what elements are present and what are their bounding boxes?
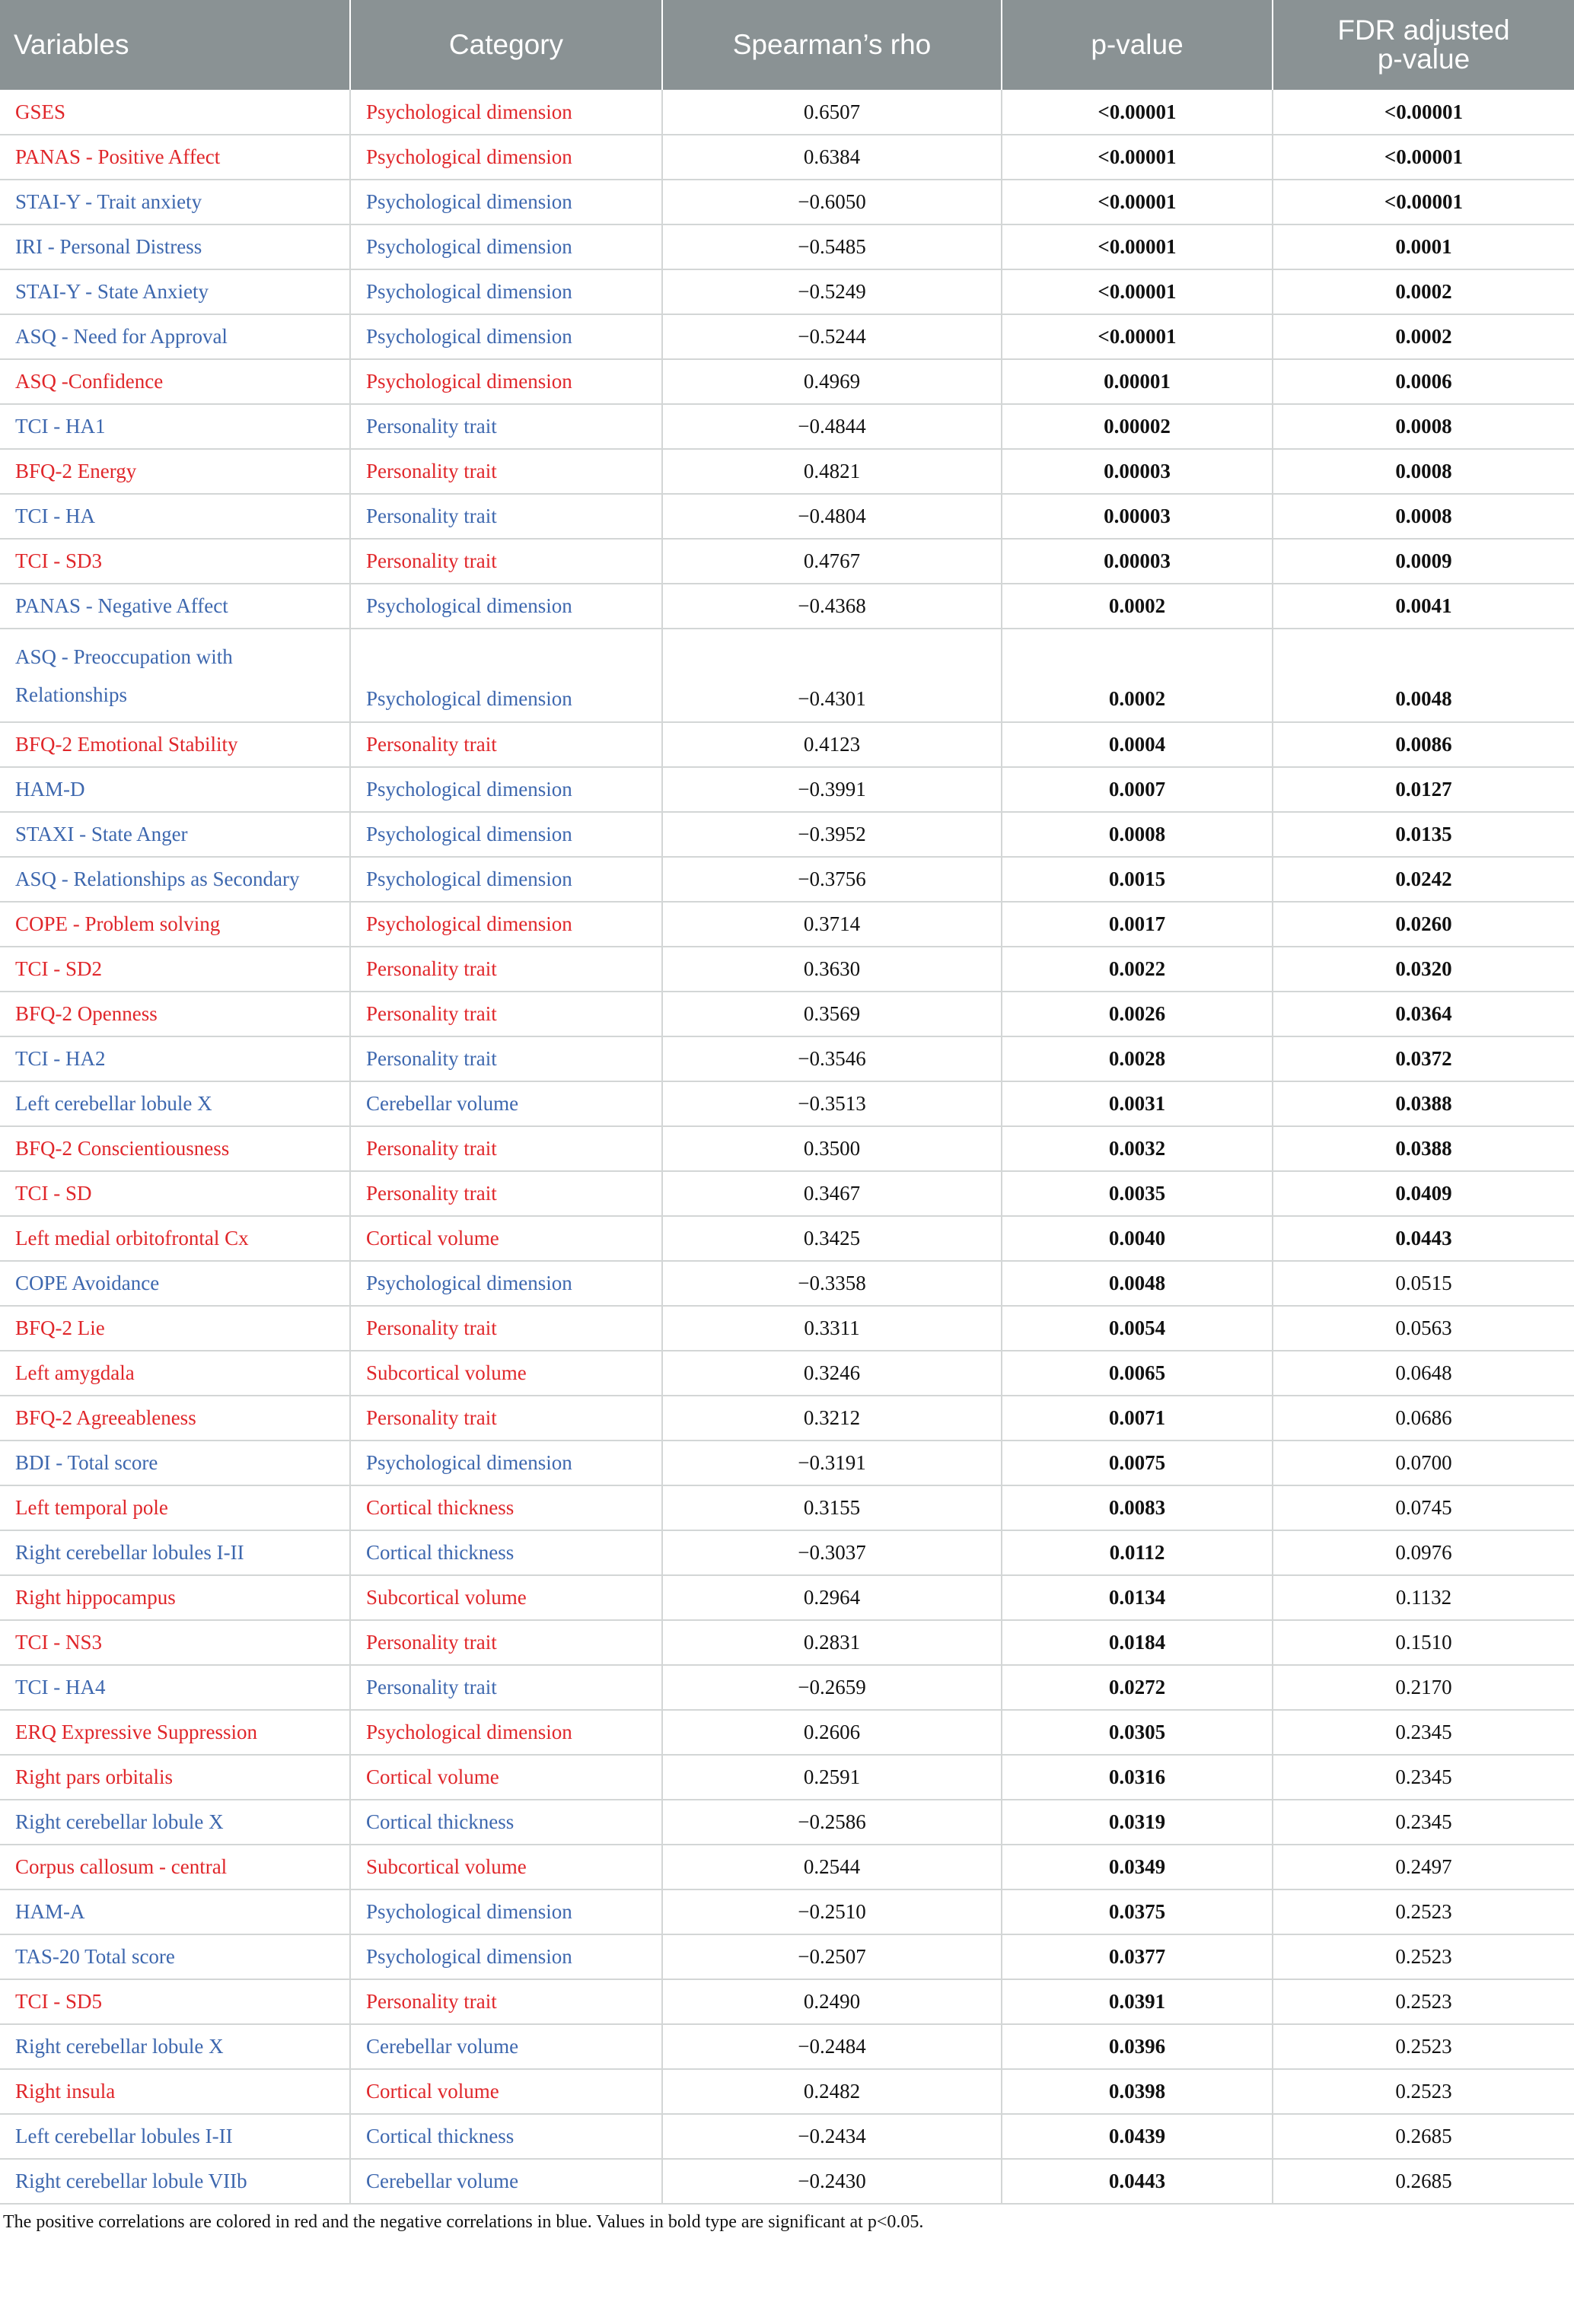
cell-p-value: 0.00001 (1002, 359, 1273, 404)
cell-spearman-rho: −0.4804 (662, 494, 1002, 539)
cell-fdr-p-value: 0.2523 (1273, 1889, 1574, 1934)
cell-p-value: 0.0134 (1002, 1575, 1273, 1620)
cell-variable: ERQ Expressive Suppression (0, 1710, 350, 1755)
table-row (0, 1575, 1574, 1620)
cell-p-value: 0.0026 (1002, 992, 1273, 1036)
cell-category: Personality trait (350, 1665, 662, 1710)
cell-variable: PANAS - Positive Affect (0, 135, 350, 180)
cell-p-value: 0.00003 (1002, 494, 1273, 539)
cell-p-value: 0.0017 (1002, 902, 1273, 947)
cell-fdr-p-value: 0.0260 (1273, 902, 1574, 947)
cell-category: Cortical thickness (350, 1485, 662, 1530)
cell-category: Personality trait (350, 1306, 662, 1351)
cell-variable: Left medial orbitofrontal Cx (0, 1216, 350, 1261)
cell-spearman-rho: 0.3155 (662, 1485, 1002, 1530)
cell-fdr-p-value: 0.0041 (1273, 584, 1574, 629)
table-row (0, 90, 1574, 135)
table-row (0, 1934, 1574, 1979)
cell-category: Psychological dimension (350, 1441, 662, 1485)
cell-spearman-rho: 0.3500 (662, 1126, 1002, 1171)
cell-fdr-p-value: 0.2345 (1273, 1710, 1574, 1755)
cell-fdr-p-value: 0.0048 (1273, 629, 1574, 722)
cell-category: Cerebellar volume (350, 2159, 662, 2204)
cell-category: Psychological dimension (350, 135, 662, 180)
cell-category: Psychological dimension (350, 1934, 662, 1979)
header-row (0, 0, 1574, 90)
cell-category: Cerebellar volume (350, 2024, 662, 2069)
cell-category: Personality trait (350, 722, 662, 767)
cell-fdr-p-value: <0.00001 (1273, 135, 1574, 180)
cell-p-value: 0.0443 (1002, 2159, 1273, 2204)
cell-variable: TCI - SD (0, 1171, 350, 1216)
cell-variable: PANAS - Negative Affect (0, 584, 350, 629)
cell-variable: Right pars orbitalis (0, 1755, 350, 1800)
cell-p-value: 0.0071 (1002, 1396, 1273, 1441)
cell-p-value: 0.0272 (1002, 1665, 1273, 1710)
cell-variable: Right insula (0, 2069, 350, 2114)
cell-fdr-p-value: 0.0409 (1273, 1171, 1574, 1216)
cell-spearman-rho: 0.4821 (662, 449, 1002, 494)
cell-category: Personality trait (350, 494, 662, 539)
cell-spearman-rho: −0.2510 (662, 1889, 1002, 1934)
cell-spearman-rho: −0.3546 (662, 1036, 1002, 1081)
table-row (0, 539, 1574, 584)
cell-spearman-rho: −0.3991 (662, 767, 1002, 812)
cell-fdr-p-value: 0.0002 (1273, 314, 1574, 359)
cell-p-value: <0.00001 (1002, 180, 1273, 224)
cell-p-value: 0.0184 (1002, 1620, 1273, 1665)
cell-p-value: 0.0075 (1002, 1441, 1273, 1485)
cell-fdr-p-value: 0.0976 (1273, 1530, 1574, 1575)
cell-category: Personality trait (350, 1620, 662, 1665)
cell-fdr-p-value: 0.0388 (1273, 1126, 1574, 1171)
cell-p-value: 0.0396 (1002, 2024, 1273, 2069)
table-row (0, 767, 1574, 812)
table-row (0, 1845, 1574, 1889)
table-row (0, 902, 1574, 947)
cell-category: Psychological dimension (350, 857, 662, 902)
cell-spearman-rho: −0.3191 (662, 1441, 1002, 1485)
cell-category: Psychological dimension (350, 269, 662, 314)
table-row (0, 1665, 1574, 1710)
cell-spearman-rho: −0.4368 (662, 584, 1002, 629)
cell-variable: TCI - NS3 (0, 1620, 350, 1665)
cell-category: Psychological dimension (350, 812, 662, 857)
cell-fdr-p-value: 0.0443 (1273, 1216, 1574, 1261)
cell-variable: Right cerebellar lobule X (0, 1800, 350, 1845)
table-row (0, 1306, 1574, 1351)
cell-p-value: 0.0022 (1002, 947, 1273, 992)
cell-variable: COPE Avoidance (0, 1261, 350, 1306)
table-row (0, 1081, 1574, 1126)
cell-spearman-rho: 0.3246 (662, 1351, 1002, 1396)
cell-category: Psychological dimension (350, 584, 662, 629)
cell-spearman-rho: 0.6507 (662, 90, 1002, 135)
cell-variable: Corpus callosum - central (0, 1845, 350, 1889)
cell-variable: COPE - Problem solving (0, 902, 350, 947)
header-fdr-adjusted (1273, 0, 1574, 90)
cell-variable: IRI - Personal Distress (0, 224, 350, 269)
cell-fdr-p-value: 0.0745 (1273, 1485, 1574, 1530)
cell-fdr-p-value: 0.2523 (1273, 1934, 1574, 1979)
cell-fdr-p-value: 0.1132 (1273, 1575, 1574, 1620)
cell-variable: Right cerebellar lobule VIIb (0, 2159, 350, 2204)
cell-variable: TCI - SD5 (0, 1979, 350, 2024)
cell-spearman-rho: 0.4123 (662, 722, 1002, 767)
cell-variable: Left amygdala (0, 1351, 350, 1396)
cell-spearman-rho: 0.3630 (662, 947, 1002, 992)
header-fdr-line1: FDR adjusted (1337, 14, 1510, 46)
cell-p-value: 0.0031 (1002, 1081, 1273, 1126)
cell-category: Personality trait (350, 947, 662, 992)
table-row (0, 314, 1574, 359)
table-row (0, 857, 1574, 902)
cell-spearman-rho: 0.6384 (662, 135, 1002, 180)
cell-spearman-rho: −0.2484 (662, 2024, 1002, 2069)
header-p-value: p-value (1002, 0, 1273, 90)
cell-spearman-rho: −0.5244 (662, 314, 1002, 359)
cell-p-value: 0.0319 (1002, 1800, 1273, 1845)
cell-spearman-rho: 0.2964 (662, 1575, 1002, 1620)
cell-p-value: 0.0398 (1002, 2069, 1273, 2114)
cell-p-value: 0.0007 (1002, 767, 1273, 812)
table-row (0, 1755, 1574, 1800)
cell-spearman-rho: −0.4301 (662, 629, 1002, 722)
table-row (0, 1216, 1574, 1261)
cell-category: Personality trait (350, 1126, 662, 1171)
table-row (0, 404, 1574, 449)
table-row (0, 1441, 1574, 1485)
table-row (0, 1710, 1574, 1755)
cell-variable: ASQ - Need for Approval (0, 314, 350, 359)
cell-fdr-p-value: 0.0086 (1273, 722, 1574, 767)
cell-p-value: <0.00001 (1002, 314, 1273, 359)
cell-variable: BFQ-2 Emotional Stability (0, 722, 350, 767)
cell-spearman-rho: 0.4969 (662, 359, 1002, 404)
cell-p-value: 0.0391 (1002, 1979, 1273, 2024)
cell-p-value: <0.00001 (1002, 269, 1273, 314)
cell-category: Psychological dimension (350, 180, 662, 224)
table-row (0, 494, 1574, 539)
cell-category: Subcortical volume (350, 1575, 662, 1620)
cell-category: Subcortical volume (350, 1845, 662, 1889)
cell-spearman-rho: 0.2544 (662, 1845, 1002, 1889)
cell-spearman-rho: −0.2507 (662, 1934, 1002, 1979)
cell-spearman-rho: −0.3037 (662, 1530, 1002, 1575)
cell-spearman-rho: −0.2659 (662, 1665, 1002, 1710)
cell-spearman-rho: −0.5485 (662, 224, 1002, 269)
cell-category: Cortical thickness (350, 1530, 662, 1575)
cell-variable: Left cerebellar lobules I-II (0, 2114, 350, 2159)
cell-variable: TCI - HA (0, 494, 350, 539)
cell-category: Psychological dimension (350, 767, 662, 812)
table-row (0, 1530, 1574, 1575)
cell-variable: Right cerebellar lobule X (0, 2024, 350, 2069)
cell-category: Psychological dimension (350, 314, 662, 359)
cell-fdr-p-value: 0.2685 (1273, 2114, 1574, 2159)
cell-spearman-rho: 0.4767 (662, 539, 1002, 584)
table-row (0, 992, 1574, 1036)
cell-variable: TCI - HA4 (0, 1665, 350, 1710)
table-body (0, 90, 1574, 2204)
cell-category: Psychological dimension (350, 902, 662, 947)
table-footnote: The positive correlations are colored in red and the negative correlations in blue. Values in bold type are significant at p<0.05. (3, 2212, 924, 2232)
cell-category: Cortical volume (350, 1755, 662, 1800)
table-row (0, 1485, 1574, 1530)
table-row (0, 224, 1574, 269)
table-row (0, 2024, 1574, 2069)
cell-fdr-p-value: 0.0388 (1273, 1081, 1574, 1126)
table-row (0, 1171, 1574, 1216)
cell-fdr-p-value: 0.0364 (1273, 992, 1574, 1036)
header-category: Category (350, 0, 662, 90)
cell-fdr-p-value: 0.0563 (1273, 1306, 1574, 1351)
cell-variable: Right hippocampus (0, 1575, 350, 1620)
cell-variable: Left temporal pole (0, 1485, 350, 1530)
cell-spearman-rho: −0.4844 (662, 404, 1002, 449)
cell-spearman-rho: −0.5249 (662, 269, 1002, 314)
cell-category: Psychological dimension (350, 1261, 662, 1306)
table-row (0, 2069, 1574, 2114)
cell-p-value: 0.00002 (1002, 404, 1273, 449)
cell-variable: BFQ-2 Conscientiousness (0, 1126, 350, 1171)
cell-p-value: 0.0032 (1002, 1126, 1273, 1171)
cell-category: Psychological dimension (350, 1710, 662, 1755)
cell-p-value: <0.00001 (1002, 90, 1273, 135)
cell-fdr-p-value: 0.2170 (1273, 1665, 1574, 1710)
cell-category: Personality trait (350, 992, 662, 1036)
cell-p-value: 0.0305 (1002, 1710, 1273, 1755)
cell-spearman-rho: 0.3311 (662, 1306, 1002, 1351)
cell-variable: GSES (0, 90, 350, 135)
cell-fdr-p-value: <0.00001 (1273, 90, 1574, 135)
cell-spearman-rho: −0.3513 (662, 1081, 1002, 1126)
cell-spearman-rho: 0.3425 (662, 1216, 1002, 1261)
cell-p-value: 0.0015 (1002, 857, 1273, 902)
cell-p-value: 0.0439 (1002, 2114, 1273, 2159)
cell-spearman-rho: −0.2586 (662, 1800, 1002, 1845)
cell-spearman-rho: 0.2591 (662, 1755, 1002, 1800)
cell-category: Cortical volume (350, 2069, 662, 2114)
cell-variable: HAM-D (0, 767, 350, 812)
cell-p-value: 0.0083 (1002, 1485, 1273, 1530)
cell-category: Personality trait (350, 1171, 662, 1216)
table-row (0, 1261, 1574, 1306)
cell-spearman-rho: −0.3952 (662, 812, 1002, 857)
cell-fdr-p-value: 0.2345 (1273, 1755, 1574, 1800)
cell-fdr-p-value: 0.0372 (1273, 1036, 1574, 1081)
cell-category: Psychological dimension (350, 359, 662, 404)
cell-fdr-p-value: 0.0700 (1273, 1441, 1574, 1485)
cell-spearman-rho: 0.2490 (662, 1979, 1002, 2024)
cell-category: Cortical thickness (350, 2114, 662, 2159)
cell-category: Cerebellar volume (350, 1081, 662, 1126)
cell-p-value: 0.0054 (1002, 1306, 1273, 1351)
table-row (0, 812, 1574, 857)
cell-fdr-p-value: 0.1510 (1273, 1620, 1574, 1665)
cell-category: Personality trait (350, 539, 662, 584)
cell-category: Psychological dimension (350, 629, 662, 722)
table-row (0, 947, 1574, 992)
cell-spearman-rho: 0.3467 (662, 1171, 1002, 1216)
cell-spearman-rho: −0.2430 (662, 2159, 1002, 2204)
cell-variable: BFQ-2 Agreeableness (0, 1396, 350, 1441)
cell-fdr-p-value: 0.0002 (1273, 269, 1574, 314)
cell-spearman-rho: 0.3714 (662, 902, 1002, 947)
cell-fdr-p-value: 0.0242 (1273, 857, 1574, 902)
cell-fdr-p-value: 0.2345 (1273, 1800, 1574, 1845)
cell-p-value: 0.0035 (1002, 1171, 1273, 1216)
cell-variable: TCI - SD3 (0, 539, 350, 584)
cell-spearman-rho: −0.2434 (662, 2114, 1002, 2159)
header-spearman-rho: Spearman’s rho (662, 0, 1002, 90)
table-row (0, 359, 1574, 404)
cell-p-value: <0.00001 (1002, 224, 1273, 269)
cell-category: Personality trait (350, 1036, 662, 1081)
cell-fdr-p-value: 0.2523 (1273, 2024, 1574, 2069)
cell-spearman-rho: 0.3569 (662, 992, 1002, 1036)
cell-fdr-p-value: 0.0006 (1273, 359, 1574, 404)
cell-variable: BFQ-2 Lie (0, 1306, 350, 1351)
cell-fdr-p-value: 0.0008 (1273, 449, 1574, 494)
header-variables: Variables (0, 0, 350, 90)
cell-p-value: 0.0112 (1002, 1530, 1273, 1575)
cell-variable: STAI-Y - Trait anxiety (0, 180, 350, 224)
cell-fdr-p-value: 0.2685 (1273, 2159, 1574, 2204)
cell-spearman-rho: 0.2482 (662, 2069, 1002, 2114)
cell-p-value: 0.0375 (1002, 1889, 1273, 1934)
cell-spearman-rho: −0.3358 (662, 1261, 1002, 1306)
table-row (0, 722, 1574, 767)
cell-variable: Right cerebellar lobules I-II (0, 1530, 350, 1575)
cell-category: Psychological dimension (350, 1889, 662, 1934)
cell-fdr-p-value: 0.0135 (1273, 812, 1574, 857)
cell-category: Personality trait (350, 449, 662, 494)
cell-p-value: 0.0316 (1002, 1755, 1273, 1800)
table-row (0, 1979, 1574, 2024)
table-row (0, 1620, 1574, 1665)
cell-category: Personality trait (350, 404, 662, 449)
cell-fdr-p-value: 0.2523 (1273, 1979, 1574, 2024)
cell-p-value: 0.0349 (1002, 1845, 1273, 1889)
cell-variable: BDI - Total score (0, 1441, 350, 1485)
cell-category: Cortical thickness (350, 1800, 662, 1845)
cell-p-value: 0.0002 (1002, 584, 1273, 629)
table-row (0, 1889, 1574, 1934)
cell-category: Cortical volume (350, 1216, 662, 1261)
table-header (0, 0, 1574, 90)
cell-variable: STAI-Y - State Anxiety (0, 269, 350, 314)
cell-variable: Left cerebellar lobule X (0, 1081, 350, 1126)
cell-category: Psychological dimension (350, 224, 662, 269)
cell-p-value: 0.00003 (1002, 449, 1273, 494)
cell-fdr-p-value: 0.2497 (1273, 1845, 1574, 1889)
table-row (0, 180, 1574, 224)
cell-p-value: 0.0002 (1002, 629, 1273, 722)
cell-p-value: <0.00001 (1002, 135, 1273, 180)
cell-fdr-p-value: 0.0009 (1273, 539, 1574, 584)
cell-variable: ASQ -Confidence (0, 359, 350, 404)
cell-fdr-p-value: 0.0001 (1273, 224, 1574, 269)
cell-fdr-p-value: 0.0127 (1273, 767, 1574, 812)
cell-p-value: 0.0028 (1002, 1036, 1273, 1081)
header-fdr-line2: p-value (1377, 43, 1470, 75)
cell-variable: TCI - HA2 (0, 1036, 350, 1081)
cell-variable: BFQ-2 Openness (0, 992, 350, 1036)
table-row (0, 269, 1574, 314)
table-row (0, 1396, 1574, 1441)
cell-p-value: 0.0004 (1002, 722, 1273, 767)
cell-spearman-rho: 0.2831 (662, 1620, 1002, 1665)
cell-category: Psychological dimension (350, 90, 662, 135)
cell-spearman-rho: −0.6050 (662, 180, 1002, 224)
table-row (0, 584, 1574, 629)
table-row (0, 1036, 1574, 1081)
cell-p-value: 0.0065 (1002, 1351, 1273, 1396)
table-row (0, 1126, 1574, 1171)
cell-spearman-rho: 0.3212 (662, 1396, 1002, 1441)
cell-variable: TCI - SD2 (0, 947, 350, 992)
cell-fdr-p-value: 0.0008 (1273, 494, 1574, 539)
table-row (0, 1351, 1574, 1396)
table-row (0, 2159, 1574, 2204)
cell-variable: BFQ-2 Energy (0, 449, 350, 494)
cell-fdr-p-value: 0.0686 (1273, 1396, 1574, 1441)
cell-variable: HAM-A (0, 1889, 350, 1934)
cell-p-value: 0.00003 (1002, 539, 1273, 584)
table-row (0, 2114, 1574, 2159)
cell-category: Personality trait (350, 1396, 662, 1441)
cell-category: Subcortical volume (350, 1351, 662, 1396)
cell-fdr-p-value: 0.0515 (1273, 1261, 1574, 1306)
cell-p-value: 0.0377 (1002, 1934, 1273, 1979)
cell-spearman-rho: −0.3756 (662, 857, 1002, 902)
cell-p-value: 0.0048 (1002, 1261, 1273, 1306)
cell-variable: TAS-20 Total score (0, 1934, 350, 1979)
cell-variable: STAXI - State Anger (0, 812, 350, 857)
cell-fdr-p-value: 0.2523 (1273, 2069, 1574, 2114)
table-row (0, 629, 1574, 722)
table-row (0, 135, 1574, 180)
cell-fdr-p-value: <0.00001 (1273, 180, 1574, 224)
cell-fdr-p-value: 0.0008 (1273, 404, 1574, 449)
cell-variable: TCI - HA1 (0, 404, 350, 449)
cell-spearman-rho: 0.2606 (662, 1710, 1002, 1755)
cell-fdr-p-value: 0.0648 (1273, 1351, 1574, 1396)
cell-category: Personality trait (350, 1979, 662, 2024)
table-row (0, 449, 1574, 494)
table-row (0, 1800, 1574, 1845)
cell-p-value: 0.0040 (1002, 1216, 1273, 1261)
cell-variable: ASQ - Relationships as Secondary (0, 857, 350, 902)
cell-p-value: 0.0008 (1002, 812, 1273, 857)
cell-variable: ASQ - Preoccupation with Relationships (0, 629, 350, 722)
cell-fdr-p-value: 0.0320 (1273, 947, 1574, 992)
